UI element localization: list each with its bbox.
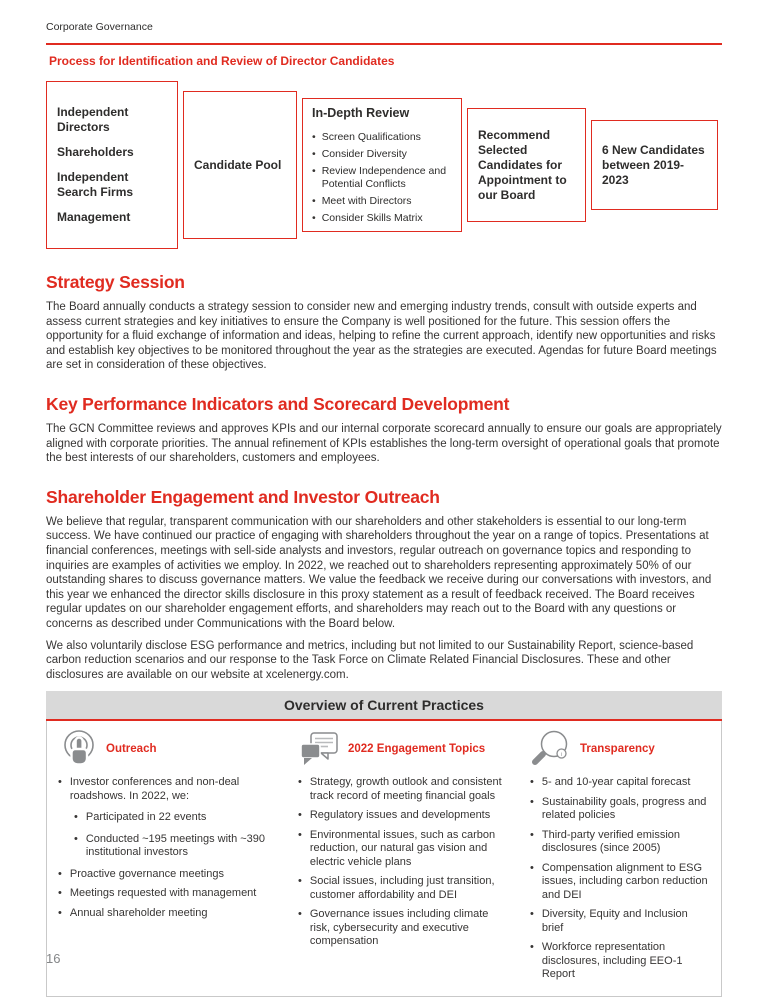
bullet-marker: • <box>530 941 534 954</box>
process-flowchart <box>46 79 722 251</box>
list-item-text: Sustainability goals, progress and related policies <box>541 795 707 822</box>
transparency-list <box>530 776 711 982</box>
bullet-marker: • <box>74 811 78 824</box>
outreach-sublist <box>74 811 277 860</box>
list-item <box>58 776 277 803</box>
list-item-text: Conducted ~195 meetings with ~390 institutional investors <box>85 832 266 859</box>
list-item <box>530 796 711 823</box>
overview-column-outreach <box>47 727 287 988</box>
list-subitem <box>74 833 277 860</box>
list-item-text: Participated in 22 events <box>85 811 207 824</box>
column-header <box>298 727 509 771</box>
source-item: Shareholders <box>57 145 134 159</box>
bullet-marker: • <box>58 887 62 900</box>
bullet-marker: • <box>312 211 316 224</box>
bullet-marker: • <box>530 828 534 841</box>
overview-header-bar <box>46 691 722 719</box>
overview-title: Overview of Current Practices <box>284 697 484 714</box>
bullet-marker: • <box>298 908 302 921</box>
process-title: Process for Identification and Review of Director Candidates <box>49 54 395 68</box>
bullet-marker: • <box>298 875 302 888</box>
review-bullet <box>312 131 452 144</box>
column-heading: 2022 Engagement Topics <box>348 743 486 756</box>
list-item-text: Annual shareholder meeting <box>69 906 208 919</box>
running-header: Corporate Governance <box>46 21 153 33</box>
list-item <box>530 862 711 903</box>
bullet-marker: • <box>312 194 316 207</box>
box-title: 6 New Candidates between 2019-2023 <box>602 142 705 187</box>
bullet-marker: • <box>298 809 302 822</box>
overview-column-engagement-topics <box>287 727 519 988</box>
list-item <box>530 941 711 982</box>
list-item-text: Workforce representation disclosures, including EEO-1 Report <box>541 941 683 981</box>
bullet-marker: • <box>58 906 62 919</box>
engagement-topics-list <box>298 776 509 949</box>
bullet-marker: • <box>74 832 78 845</box>
box-title: In-Depth Review <box>312 105 410 120</box>
bullet-marker: • <box>312 147 316 160</box>
section-shareholder-engagement <box>46 487 722 683</box>
paragraph: We also voluntarily disclose ESG performance and metrics, including but not limited to our Sustainability Report, science-based carbon reduction scenarios and our response to the Task Force on Climate Related Financial Disclosures. These and other disclosures are available on our website at xcelenergy.com. <box>46 639 694 681</box>
paragraph: The GCN Committee reviews and approves KPIs and our internal corporate scorecard annually to ensure our goals are appropriately aligned with corporate priorities. The annual refinement of KPIs establishes the long-term oversight of operational goals that promote the best interests of our shareholders, customers and employees. <box>46 422 722 465</box>
review-bullet <box>312 212 452 225</box>
bullet-marker: • <box>298 776 302 789</box>
list-item-text: Meetings requested with management <box>69 887 257 900</box>
header-rule <box>46 43 722 45</box>
paragraph: We believe that regular, transparent communication with our shareholders and other stakeholders is essential to our long-term success. We have continued our practice of engaging with shareholders throughout the year on a range of topics. Presentations at financial conferences, meetings with sell-side analysts and investors, regular outreach on governance topics and responding to inquiries are examples of activities we employ. In 2022, we reached out to shareholders representing approximately 50% of our outstanding shares to discuss governance matters. We value the feedback we receive during our conversations with investors, and this year we enhanced the director skills disclosure in this proxy statement as a result of feedback received. The Board receives regular updates on our shareholder engagement efforts, and shareholders may reach out to the Board with any questions or concerns as described under Communications with the Board below. <box>46 515 712 630</box>
list-item-text: Governance issues including climate risk, cybersecurity and executive compensation <box>309 908 489 948</box>
bullet-text: Consider Diversity <box>321 147 407 160</box>
list-item <box>298 875 509 902</box>
list-item-text: Compensation alignment to ESG issues, including carbon reduction and DEI <box>541 861 708 901</box>
list-item <box>58 887 277 901</box>
review-bullet <box>312 148 452 161</box>
list-item <box>298 829 509 870</box>
section-heading: Key Performance Indicators and Scorecard Development <box>46 393 510 414</box>
overview-column-transparency <box>519 727 721 988</box>
bullet-text: Screen Qualifications <box>321 130 421 143</box>
list-item-text: Third-party verified emission disclosures (since 2005) <box>541 828 681 855</box>
column-header <box>58 727 277 771</box>
list-item <box>530 829 711 856</box>
section-heading: Strategy Session <box>46 272 185 292</box>
column-heading: Transparency <box>580 743 655 756</box>
paragraph: The Board annually conducts a strategy session to consider new and emerging industry trends, consult with outside experts and assess current strategies and key initiatives to ensure the Company is well positioned for the future. This session offers the opportunity for a fluid exchange of information and ideas, helping to refine the current approach, identify new opportunities and risks and establish key objectives to be monitored throughout the year as the strategies are executed. Agendas for future Board meetings are set in consideration of these objectives. <box>46 301 717 372</box>
bullet-marker: • <box>58 867 62 880</box>
review-bullet <box>312 165 452 191</box>
bullet-marker: • <box>530 776 534 789</box>
source-item: Independent Search Firms <box>57 170 134 199</box>
review-bullet <box>312 195 452 208</box>
list-item <box>530 908 711 935</box>
section-kpi-scorecard <box>46 394 722 466</box>
chat-bubbles-icon <box>298 729 342 769</box>
bullet-marker: • <box>312 164 316 177</box>
list-item-text: 5- and 10-year capital forecast <box>541 776 691 789</box>
section-strategy-session <box>46 272 722 373</box>
source-item: Management <box>57 210 131 224</box>
list-item <box>298 809 509 823</box>
bullet-text: Review Independence and Potential Conflicts <box>321 164 447 190</box>
overview-practices-panel <box>46 721 722 997</box>
list-item-text: Diversity, Equity and Inclusion brief <box>541 908 688 934</box>
list-item <box>58 868 277 882</box>
list-subitem <box>74 811 277 825</box>
bullet-marker: • <box>530 795 534 808</box>
list-item <box>298 908 509 949</box>
list-item <box>58 907 277 921</box>
list-item <box>298 776 509 803</box>
section-heading: Shareholder Engagement and Investor Outreach <box>46 486 440 507</box>
list-item-text: Proactive governance meetings <box>69 867 224 880</box>
list-item <box>530 776 711 790</box>
list-item-text: Investor conferences and non-deal roadshows. In 2022, we: <box>69 776 240 802</box>
process-box-recommend <box>467 108 586 222</box>
list-item-text: Environmental issues, such as carbon reduction, our natural gas vision and electric vehicle plans <box>309 828 496 868</box>
column-header <box>530 727 711 771</box>
bullet-marker: • <box>530 861 534 874</box>
source-item: Independent Directors <box>57 105 129 134</box>
bullet-text: Meet with Directors <box>321 194 412 207</box>
box-title: Candidate Pool <box>194 157 282 172</box>
box-title: Recommend Selected Candidates for Appointment to our Board <box>478 127 567 202</box>
touch-outreach-icon <box>58 729 100 769</box>
list-item-text: Strategy, growth outlook and consistent track record of meeting financial goals <box>309 776 502 802</box>
list-item-text: Regulatory issues and developments <box>309 809 491 822</box>
column-heading: Outreach <box>106 743 157 756</box>
bullet-text: Consider Skills Matrix <box>321 211 423 224</box>
outreach-list <box>58 776 277 920</box>
bullet-marker: • <box>312 130 316 143</box>
process-box-result <box>591 120 718 210</box>
bullet-marker: • <box>298 828 302 841</box>
bullet-marker: • <box>530 908 534 921</box>
process-box-candidate-pool <box>183 91 297 239</box>
bullet-marker: • <box>58 776 62 789</box>
process-box-sources <box>46 81 178 249</box>
magnifier-icon <box>530 729 574 769</box>
svg-text:i: i <box>560 752 563 759</box>
process-box-in-depth-review <box>302 98 462 232</box>
list-item-text: Social issues, including just transition, customer affordability and DEI <box>309 875 495 901</box>
page-number: 16 <box>46 951 61 966</box>
